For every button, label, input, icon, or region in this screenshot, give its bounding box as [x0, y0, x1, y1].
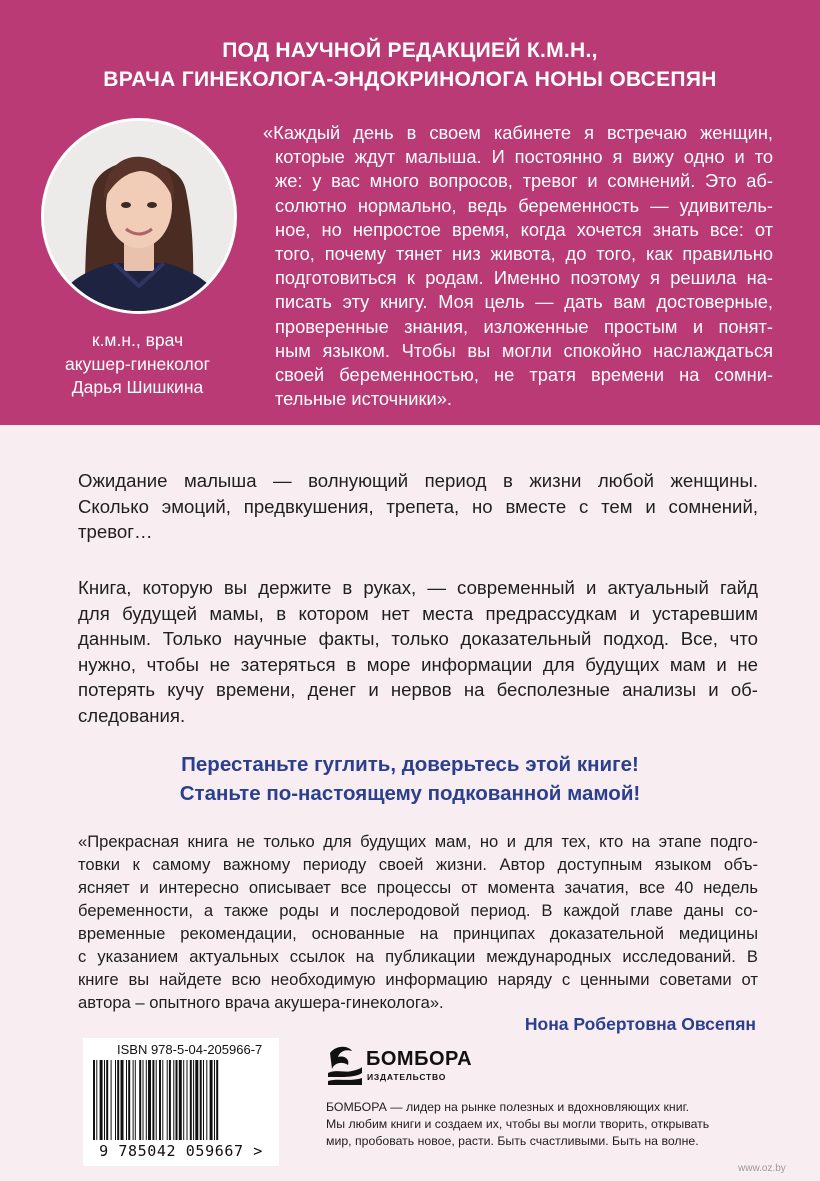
description-line: следования. [78, 704, 186, 726]
description-paragraph-1 [78, 468, 758, 545]
author-quote-line: проверенные знания, изложенные простым и понят- [275, 315, 773, 337]
slogan [0, 750, 820, 808]
description-line: для будущей мамы, в котором нет места предрассудкам и устаревшим [78, 602, 758, 624]
author-quote-line: которые ждут малыша. И постоянно я вижу одно и то [275, 146, 773, 168]
review-line: беременности, а также роды и послеродовой период. В каждой главе даны со- [78, 901, 758, 920]
author-caption-line: Дарья Шишкина [71, 377, 204, 397]
author-quote-line: «Каждый день в своем кабинете я встречаю женщин, [263, 122, 773, 143]
barcode [83, 1038, 279, 1166]
barcode-bars [89, 1060, 273, 1140]
editor-heading-line: ПОД НАУЧНОЙ РЕДАКЦИЕЙ К.М.Н., [222, 39, 598, 62]
description-line: тревог… [78, 521, 153, 543]
author-quote [263, 121, 773, 411]
review-line: ясняет и интересно описывает все процессы от момента зачатия, все 40 недель [78, 878, 758, 897]
description-line: Ожидание малыша — волнующий период в жизни любой женщины. [78, 470, 758, 491]
author-quote-line: же: у вас много вопросов, тревог и сомнений. Это аб- [275, 170, 773, 192]
barcode-digits: 9 785042 059667 > [99, 1142, 263, 1160]
description-line: потерять кучу времени, денег и нервов на бесполезные анализы и об- [78, 679, 758, 701]
author-quote-line: подготовиться к родам. Именно поэтому я решила на- [275, 267, 773, 289]
author-caption-line: к.м.н., врач [91, 330, 184, 350]
bombora-wave-icon [326, 1043, 364, 1089]
editor-heading-line: ВРАЧА ГИНЕКОЛОГА-ЭНДОКРИНОЛОГА НОНЫ ОВСЕПЯН [103, 68, 717, 91]
review-line: товки к самому важному периоду своей жизни. Автор доступным языком объ- [78, 855, 758, 874]
review-line: с указанием актуальных ссылок на публикации международных исследований. В [78, 947, 758, 966]
author-quote-line: ным языком. Чтобы вы могли спокойно наслаждаться [275, 339, 773, 361]
review-line: книге вы найдете всю необходимую информацию наряду с ценными советами от [78, 970, 758, 989]
publisher-about-line: Мы любим книги и создаем их, чтобы вы могли творить, открывать [326, 1117, 710, 1131]
isbn-label: ISBN 978-5-04-205966-7 [117, 1042, 263, 1057]
review-quote [78, 830, 758, 1014]
author-quote-line: того, почему тянет низ живота, до того, как правильно [275, 243, 773, 265]
author-quote-line: солютно нормально, ведь беременность — удивитель- [275, 194, 773, 216]
publisher-about [326, 1099, 709, 1150]
author-quote-line: тельные источники». [275, 388, 452, 410]
review-author: Нона Робертовна Овсепян [524, 1014, 756, 1034]
publisher-about-line: мир, пробовать новое, расти. Быть счастливыми. Быть на волне. [326, 1134, 699, 1148]
header-band [0, 0, 820, 425]
author-quote-line: ное, но непростое время, когда хочется знать все: от [275, 218, 773, 240]
description-line: Книга, которую вы держите в руках, — современный и актуальный гайд [78, 577, 758, 598]
editor-heading [0, 36, 820, 94]
author-quote-line: писать эту книгу. Моя цель — дать вам достоверные, [275, 291, 773, 313]
author-portrait [41, 118, 237, 314]
review-line: автора – опытного врача акушера-гинеколога». [78, 993, 444, 1012]
slogan-line: Перестаньте гуглить, доверьтесь этой книге! [181, 753, 639, 776]
review-line: «Прекрасная книга не только для будущих мам, но и для тех, кто на этапе подго- [78, 832, 758, 851]
description-paragraph-2 [78, 575, 758, 729]
slogan-line: Станьте по-настоящему подкованной мамой! [179, 782, 641, 805]
description-line: Сколько эмоций, предвкушения, трепета, но вместе с тем и сомнений, [78, 495, 758, 517]
publisher-subtitle: ИЗДАТЕЛЬСТВО [367, 1072, 447, 1082]
review-line: временные рекомендации, основанные на принципах доказательной медицины [78, 924, 758, 943]
watermark: www.oz.by [738, 1163, 786, 1174]
publisher-name: БОМБОРА [366, 1048, 473, 1070]
publisher-about-line: БОМБОРА — лидер на рынке полезных и вдохновляющих книг. [326, 1100, 689, 1114]
description-line: нужно, чтобы не затеряться в море информации для будущих мам и не [78, 653, 758, 675]
author-caption [20, 329, 255, 400]
author-quote-line: своей беременностью, не тратя времени на сомни- [275, 364, 773, 386]
publisher-logo [326, 1043, 476, 1091]
description-line: данным. Только научные факты, только доказательный подход. Все, что [78, 628, 758, 650]
author-caption-line: акушер-гинеколог [65, 353, 210, 374]
